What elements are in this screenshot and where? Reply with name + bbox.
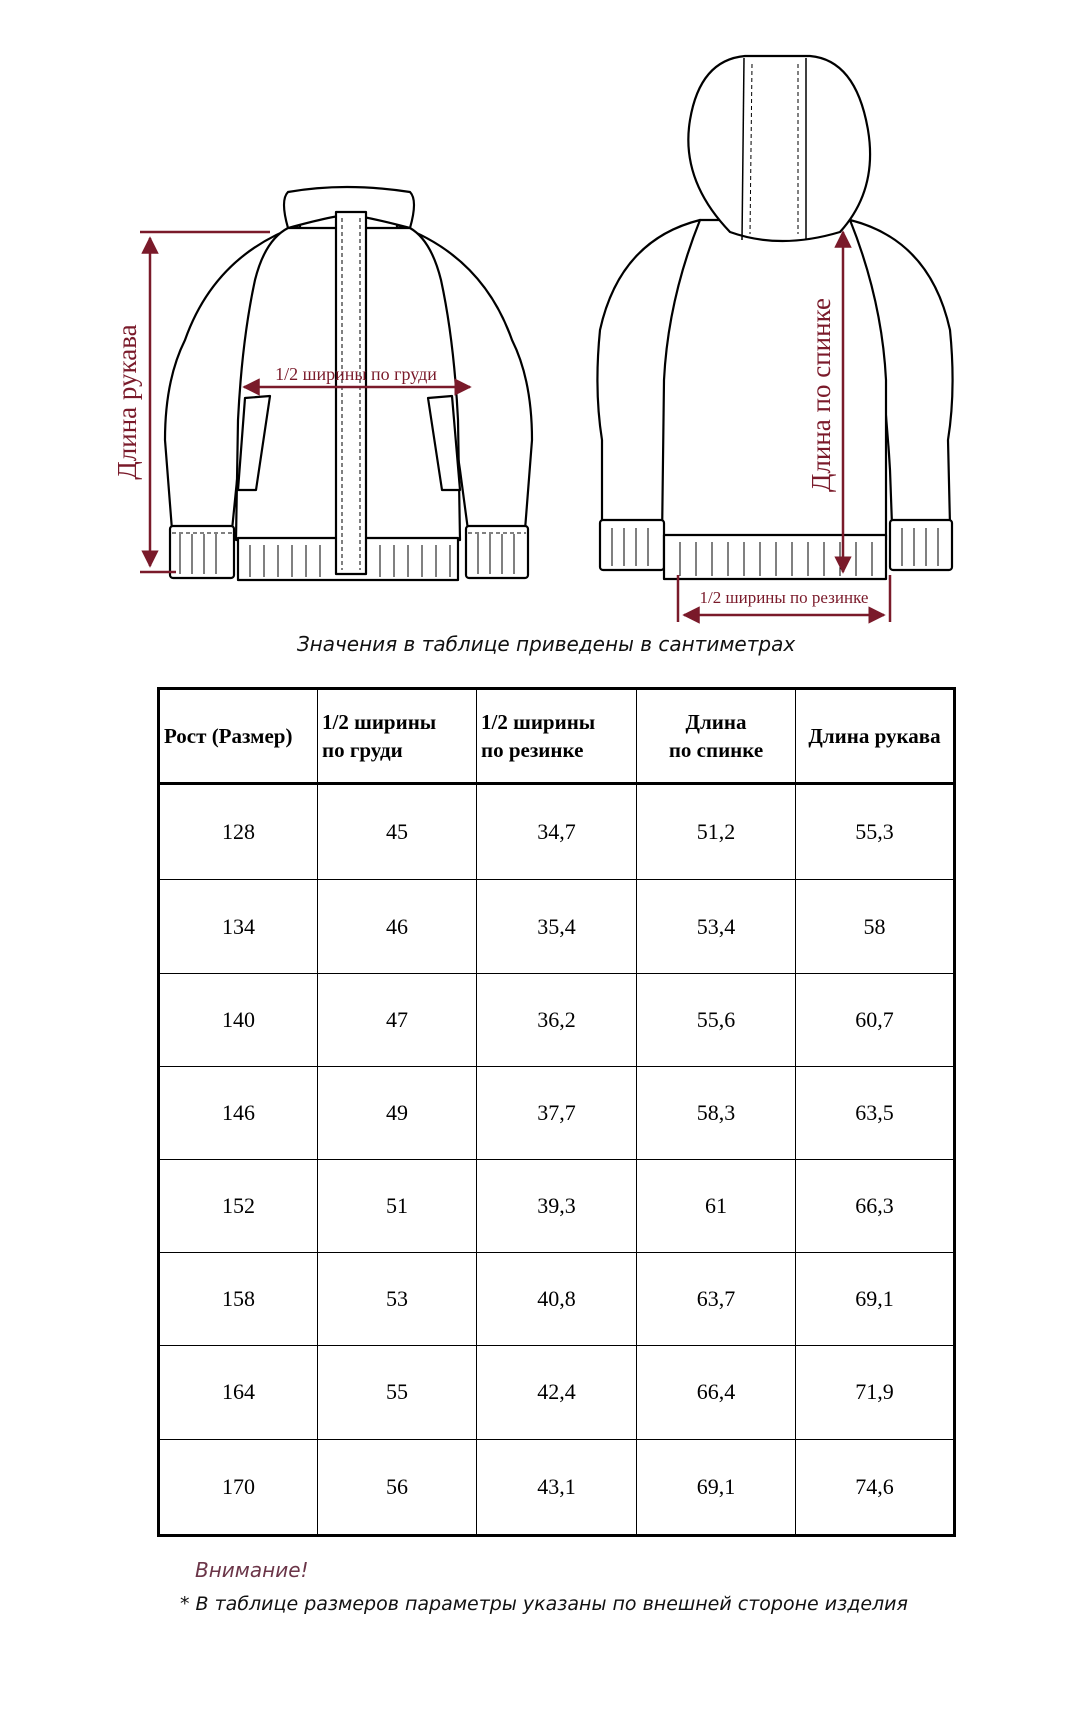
table-cell: 63,5	[796, 1066, 955, 1159]
table-cell: 55	[318, 1346, 477, 1439]
hem-width-label: 1/2 ширины по резинке	[699, 588, 869, 607]
table-cell: 170	[159, 1439, 318, 1535]
table-cell: 51,2	[637, 784, 796, 880]
table-cell: 53,4	[637, 880, 796, 973]
header-back-length: Длина по спинке	[637, 689, 796, 784]
header-sleeve-length: Длина рукава	[796, 689, 955, 784]
table-cell: 66,4	[637, 1346, 796, 1439]
table-cell: 34,7	[477, 784, 637, 880]
table-row	[159, 1346, 955, 1439]
table-cell: 146	[159, 1066, 318, 1159]
table-row	[159, 973, 955, 1066]
units-caption: Значения в таблице приведены в сантиметрах	[296, 632, 796, 656]
table-cell: 152	[159, 1159, 318, 1252]
table-row	[159, 880, 955, 973]
table-cell: 39,3	[477, 1159, 637, 1252]
table-cell: 134	[159, 880, 318, 973]
sleeve-length-label: Длина рукава	[112, 324, 142, 480]
table-cell: 37,7	[477, 1066, 637, 1159]
table-cell: 55,3	[796, 784, 955, 880]
table-cell: 40,8	[477, 1253, 637, 1346]
table-row	[159, 1439, 955, 1535]
table-cell: 69,1	[796, 1253, 955, 1346]
table-row	[159, 1066, 955, 1159]
table-cell: 36,2	[477, 973, 637, 1066]
table-row	[159, 1253, 955, 1346]
table-cell: 47	[318, 973, 477, 1066]
table-cell: 43,1	[477, 1439, 637, 1535]
table-cell: 140	[159, 973, 318, 1066]
chest-width-label: 1/2 ширины по груди	[275, 364, 437, 384]
table-cell: 45	[318, 784, 477, 880]
table-cell: 58	[796, 880, 955, 973]
table-cell: 74,6	[796, 1439, 955, 1535]
table-cell: 66,3	[796, 1159, 955, 1252]
table-cell: 71,9	[796, 1346, 955, 1439]
table-cell: 58,3	[637, 1066, 796, 1159]
table-cell: 55,6	[637, 973, 796, 1066]
table-cell: 53	[318, 1253, 477, 1346]
jacket-technical-drawing	[0, 0, 1092, 640]
header-height-size: Рост (Размер)	[159, 689, 318, 784]
table-cell: 128	[159, 784, 318, 880]
jacket-back-view	[597, 56, 952, 579]
table-cell: 61	[637, 1159, 796, 1252]
footnote-text: * В таблице размеров параметры указаны по внешней стороне изделия	[180, 1593, 908, 1615]
attention-heading: Внимание!	[195, 1558, 309, 1582]
table-cell: 46	[318, 880, 477, 973]
table-cell: 60,7	[796, 973, 955, 1066]
header-chest-half-width: 1/2 ширины по груди	[318, 689, 477, 784]
table-row	[159, 1159, 955, 1252]
table-cell: 49	[318, 1066, 477, 1159]
table-cell: 164	[159, 1346, 318, 1439]
size-table	[157, 687, 956, 1537]
table-cell: 56	[318, 1439, 477, 1535]
header-hem-half-width: 1/2 ширины по резинке	[477, 689, 637, 784]
table-cell: 69,1	[637, 1439, 796, 1535]
back-length-label: Длина по спинке	[806, 298, 836, 492]
table-cell: 42,4	[477, 1346, 637, 1439]
table-cell: 35,4	[477, 880, 637, 973]
table-row	[159, 784, 955, 880]
table-cell: 158	[159, 1253, 318, 1346]
table-header-row	[159, 689, 955, 784]
table-cell: 51	[318, 1159, 477, 1252]
table-cell: 63,7	[637, 1253, 796, 1346]
